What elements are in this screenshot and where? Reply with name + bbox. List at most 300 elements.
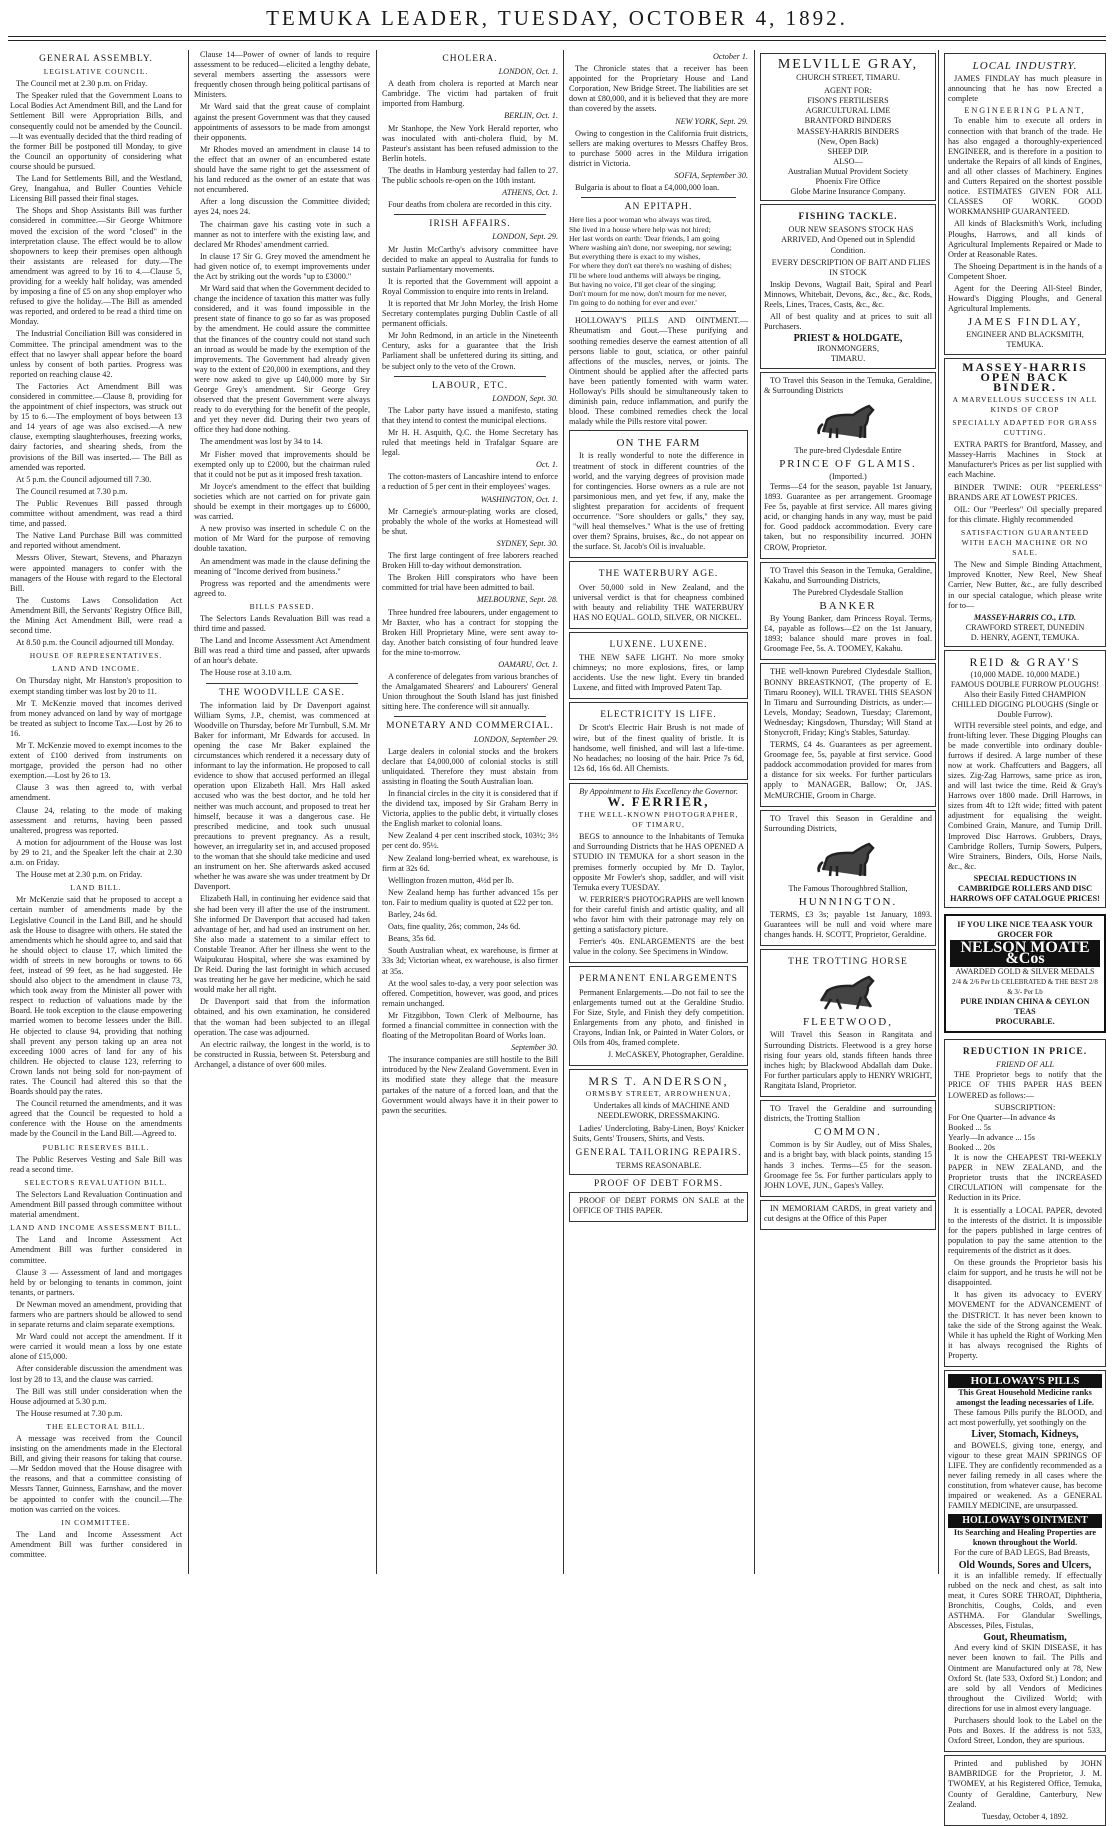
ad-sub: Gout, Rheumatism, — [983, 1632, 1067, 1644]
paragraph: TO Travel the Geraldine and surrounding districts, the Trotting Stallion — [764, 1104, 932, 1124]
paragraph: J. McCASKEY, Photographer, Geraldine. — [607, 1050, 744, 1060]
dateline: Oct. 1. — [535, 460, 558, 470]
masthead-rule-2 — [8, 40, 1106, 41]
poem-line: Her last words on earth: 'Dear friends, I am going — [569, 233, 720, 243]
paragraph: The Public Revenues Bill passed through committee without amendment, was read a third time, and passed. — [10, 498, 182, 529]
column-3 — [382, 50, 558, 1574]
ad-sub: A MARVELLOUS SUCCESS IN ALL KINDS OF CROP — [952, 394, 1098, 414]
agency-item: (New, Open Back) — [817, 136, 879, 146]
paragraph: The Land and Income Assessment Act Amendment Bill was further considered in committee. — [10, 1235, 182, 1265]
ad-title: BANKER — [819, 599, 877, 612]
paragraph: The New and Simple Binding Attachment, Improved Knotter, New Reel, New Sheaf Carrier, New Butter, &c., are fully described in our special catalogue, which please write for to— — [948, 560, 1102, 610]
paragraph: The Industrial Conciliation Bill was considered in Committee. The principal amendment was to the effect that no lawyer shall appear before the board unless by consent of both parties. Progress was reported on reaching clause 42. — [10, 329, 182, 379]
paragraph: TERMS, £4 4s. Guarantees as per agreement. Groomage fee, 5s, payable at first service. Good paddock accommodation provided for mares from a distance for six weeks. For further particulars apply to MANAGER, Ballow; Or, JAS. McMURCHIE, Groom in Charge. — [764, 740, 932, 800]
paragraph: it is an infallible remedy. If effectually rubbed on the neck and chest, as salt into meat, it Cures SORE THROAT, Diphtheria, Bronchitis, Coughs, Colds, and even ASTHMA. For Glandular Swellings, Abscesses, Piles, Fistulas, — [948, 1570, 1102, 1631]
ad-title: LUXENE. LUXENE. — [609, 639, 708, 650]
paragraph: Progress was reported and the amendments were agreed to. — [194, 578, 370, 598]
ad-reid-gray — [944, 650, 1106, 908]
section-heading: LABOUR, ETC. — [431, 380, 509, 391]
poem-line: Where washing ain't done, nor sweeping, nor sewing; — [569, 242, 732, 252]
paragraph: The amendment was lost by 34 to 14. — [200, 437, 323, 447]
paragraph: The Native Land Purchase Bill was committed and reported without amendment. — [10, 531, 182, 551]
paragraph: Ferrier's 40s. ENLARGEMENTS are the best value in the colony. See Specimens in Window. — [573, 937, 744, 957]
paragraph: WITH reversible steel points, and edge, and front-lifting lever. These Digging Ploughs can be made convertible into ordinary double-furrows if desired. A large number of these now at work. Chaffcutters and Baggers, all sizes. Zig-Zag Harrows, same price as iron, and will last twice the time. Reid & Gray's Harrows over 1800 made. Drill Harrows, in sizes from 4ft to 12ft wide; fitted with patent adjustment for equalising the weight. Combined Grain, Manure, and Turnip Drill. Improved Disc Harrows. Grubbers, Drays, Cambridge Rollers, Turnip Sowers, Pulpers, Wire Strainers, Binders, Oils, Horse Nails, &c., &c. — [948, 720, 1102, 871]
paragraph: OIL: Our "Peerless" Oil specially prepared for this climate. Highly recommended — [948, 504, 1102, 524]
ad-title: HOLLOWAY'S OINTMENT — [948, 1514, 1102, 1528]
subscription-row: Booked ... 5s — [948, 1122, 991, 1132]
ad-anderson — [569, 1069, 748, 1175]
paragraph: The Shoeing Department is in the hands of a Competent Shoer. — [948, 261, 1102, 281]
ad-line: TERMS REASONABLE. — [615, 1160, 702, 1170]
paragraph: In clause 17 Sir G. Grey moved the amendment he had given notice of, to exempt improvements under the Act by striking out the words "up to £3000." — [194, 251, 370, 281]
agency-item: SHEEP DIP. — [827, 146, 869, 156]
column-separator — [938, 50, 939, 1574]
dateline: LONDON, Sept. 29. — [492, 232, 558, 242]
paragraph: Ladies' Undercloting, Baby-Linen, Boys' Knicker Suits, Gents' Trousers, Shirts, and Vests. — [573, 1123, 744, 1143]
dateline: October 1. — [712, 52, 748, 61]
ad-title: PERMANENT ENLARGEMENTS — [579, 974, 738, 985]
paragraph: TO Travel this Season in the Temuka, Geraldine, & Surrounding Districts — [764, 375, 932, 395]
paragraph: The Land for Settlements Bill, and the Westland, Grey, Inangahua, and Buller Counties Vehicle Licensing Bill passed their final stages. — [10, 174, 182, 204]
divider — [581, 311, 736, 312]
ad-title: LOCAL INDUSTRY. — [972, 60, 1078, 72]
section-heading: PROOF OF DEBT FORMS. — [593, 1178, 724, 1189]
paragraph: The Shops and Shop Assistants Bill was further considered in committee.—Sir George Whitmore moved the excision of the word "closed" in the interpretation clause. The effect would be to allow shopowners to keep their premises open although their assistants are released for duty.—The amendment was agreed to by 16 to 4.—Clause 5, providing for a weekly half holiday, was amended by imposing a fine of £5 on any shop employer who refused to give the holiday.—The Bill as amended was reported, and ordered to be read a third time on Monday. — [10, 206, 182, 327]
ad-title: COMMON. — [814, 1126, 882, 1139]
paragraph: Mr Justin McCarthy's advisory committee have decided to make an appeal to Australia for funds to sustain Parliamentary movements. — [382, 244, 558, 274]
dateline: WASHINGTON, Oct. 1. — [480, 494, 558, 504]
ad-fleetwood — [760, 949, 936, 1097]
section-heading: MONETARY AND COMMERCIAL. — [386, 721, 554, 732]
column-4 — [569, 50, 748, 1574]
dateline: LONDON, Oct. 1. — [498, 67, 558, 77]
paragraph: A message was received from the Council insisting on the amendments made in the Electoral Bill, and giving their reasons for taking that course.—Mr Seddon moved that the House disagree with the reasons, and that a committee consisting of Messrs Tanner, Guinness, Earnshaw, and the mover be appointed to confer with the council.—The motion was carried on the voices. — [10, 1434, 182, 1514]
paragraph: The chairman gave his casting vote in such a manner as not to interfere with the existing law, and declared Mr Rhodes' amendment carried. — [194, 219, 370, 249]
paragraph: The cotton-masters of Lancashire intend to enforce a reduction of 5 per cent in their employees' wages. — [382, 472, 558, 492]
divider — [206, 683, 358, 684]
paragraph: Mr McKenzie said that he proposed to accept a certain number of amendments made by the Legislative Council in the Land Bill, and he should ask the House to disagree with others. He stated the amendments which he should agree to, and said that he should object to clause 17, which limited the width of streets in new boroughs or towns to 66 feet, instead of 99 feet, as he had suggested. He should also object to the amendment in clause 73, which took away from the Minister all power with respect to reduction of valuations made by the Board. He took exception to the clause empowering married women to become lessees under the Bill. He objected to clause 94, providing that nothing shall prevent any person taking up an area not exceeding 1000 acres of land for any of his children. He objected to clause 123, referring to Crown lands not being sold for non-payment of rates. The Council had altered this so that the Boards should pay the rates. — [10, 895, 182, 1097]
ad-sub: The Famous Thoroughbred Stallion, — [788, 883, 908, 893]
paragraph: The Land and Income Assessment Act Amendment Bill was further considered in committee. — [10, 1529, 182, 1560]
subscription-row: Yearly—In advance ... 15s — [948, 1132, 1035, 1142]
paragraph: Four deaths from cholera are recorded in this city. — [388, 200, 552, 210]
paragraph: It is really wonderful to note the difference in treatment of stock in different countries of the world, and the varying degrees of provision made for contingencies. Horse owners as a rule are not parsimonious men, and yet few, if any, make the slightest preparation for accidents of frequent occurrence. "Sore shoulders or galls," they say, "will heal themselves." What is the use of fretting over them? Sprains, bruises, &c., do not appear on the surface. St. Jacob's Oil is invaluable. — [573, 451, 744, 552]
ad-sub: The pure-bred Clydesdale Entire — [794, 445, 902, 455]
ad-nelson-moate — [944, 914, 1106, 1033]
subheading: LEGISLATIVE COUNCIL. — [43, 67, 149, 77]
paragraph: New Zealand hemp has further advanced 15s per ton. Fair to medium quality is quoted at £22 per ton. — [382, 887, 558, 907]
subheading: LAND AND INCOME. — [52, 664, 140, 674]
paragraph: THE NEW SAFE LIGHT. No more smoky chimneys; no more explosions, fires, or lamp accidents. Use the new light. Every tin branded Luxene, and fitted with Improved Patent Tap. — [573, 652, 744, 693]
ad-local-industry — [944, 53, 1106, 355]
ad-sub: SPECIAL REDUCTIONS IN CAMBRIDGE ROLLERS AND DISC HARROWS OFF CATALOGUE PRICES! — [950, 873, 1100, 904]
dateline: LONDON, Sept. 30. — [492, 393, 558, 403]
paragraph: JAMES FINDLAY has much pleasure in announcing that he has now Erected a complete — [948, 74, 1102, 104]
ad-title: MASSEY-HARRIS OPEN BACK BINDER. — [962, 359, 1088, 394]
paragraph: Terms—£4 for the season, payable 1st January, 1893. Guarantee as per arrangement. Groomage Fee 5s, payable at first service. All mares giving acid, or changing hands in any way, must be paid for. Good paddock accommodation. Every care taken, but no responsibility incurred. JOHN CROW, Proprietor. — [764, 482, 932, 552]
dateline: LONDON, September 29. — [473, 734, 558, 744]
ad-waterbury — [569, 561, 748, 628]
paragraph: Oats, fine quality, 26s; common, 24s 6d. — [388, 922, 521, 932]
dateline: BERLIN, Oct. 1. — [504, 111, 558, 121]
subheading: HOUSE OF REPRESENTATIVES. — [29, 651, 163, 661]
ad-sub: PURE INDIAN CHINA & CEYLON TEAS — [960, 996, 1090, 1016]
paragraph: It has given its advocacy to EVERY MOVEMENT for the ADVANCEMENT of the DISTRICT. It has never been known to take the side of the Strong against the Weak. While it has upheld the Right of Working Men it has always recognised the Rights of Property. — [948, 1290, 1102, 1360]
subheading: LAND BILL. — [70, 883, 122, 893]
paragraph: All kinds of Blacksmith's Work, including Ploughs, Harrows, and all kinds of Agricultural Implements Repaired or Made to Order at Reasonable Rates. — [948, 219, 1102, 259]
paragraph: New Zealand 4 per cent inscribed stock, 103½; 3½ per cent do. 95½. — [382, 831, 558, 851]
paragraph: An electric railway, the longest in the world, is to be constructed in Russia, between St. Petersburg and Archangel, a distance of over 600 miles. — [194, 1039, 370, 1069]
paragraph: At 8.50 p.m. the Council adjourned till Monday. — [16, 638, 174, 648]
ad-sub: Liver, Stomach, Kidneys, — [971, 1429, 1079, 1441]
subheading: PUBLIC RESERVES BILL. — [42, 1142, 150, 1152]
column-separator — [188, 50, 189, 1574]
ad-sub: PROCURABLE. — [995, 1017, 1055, 1027]
ad-title: THE WATERBURY AGE. — [598, 569, 719, 580]
paragraph: For the cure of BAD LEGS, Bad Breasts, — [954, 1548, 1090, 1558]
trotting-horse-illustration — [813, 971, 883, 1013]
ad-title: PRINCE OF GLAMIS. — [779, 457, 917, 470]
paragraph: And every kind of SKIN DISEASE, it has never been known to fail. The Pills and Ointment are Manufactured only at 78, New Oxford St. (late 533, Oxford St.) London; and are sold by all Vendors of Medicines throughout the Civilized World; with directions for use in almost every language. — [948, 1643, 1102, 1713]
poem-line: But having no voice, I'll get clear of the singing; — [569, 279, 716, 289]
ad-title: PRIEST & HOLDGATE, — [793, 333, 903, 345]
agency-item: BRANTFORD BINDERS — [804, 116, 892, 126]
ad-hunnington — [760, 810, 936, 947]
ad-fishing — [760, 204, 936, 368]
paragraph: The Land and Income Assessment Act Amendment Bill was read a third time and passed, after upwards of an hour's debate. — [194, 636, 370, 666]
ad-reduction — [944, 1039, 1106, 1367]
paragraph: The insurance companies are still hostile to the Bill introduced by the New Zealand Government. Even in its modified state they allege that the measure partakes of the nature of a forced loan, and that the Government would always have it in their power to pawn the securities. — [382, 1055, 558, 1115]
dateline: ATHENS, Oct. 1. — [502, 188, 558, 198]
poem-line: I'm going to do nothing for ever and ever.' — [569, 298, 697, 308]
paragraph: Over 50,000 sold in New Zealand, and the universal verdict is that for cheapness combined with beauty and reliability THE WATERBURY HAS NO EQUAL. GOLD, SILVER, OR NICKEL. — [573, 582, 744, 622]
subheading: THE ELECTORAL BILL. — [46, 1421, 146, 1431]
divider — [581, 197, 736, 198]
ad-title: REID & GRAY'S — [969, 654, 1081, 669]
paragraph: Wellington frozen mutton, 4½d per lb. — [388, 875, 514, 885]
section-heading: AN EPITAPH. — [624, 202, 693, 213]
agency-item: AGRICULTURAL LIME — [805, 106, 891, 116]
ad-line: GENERAL TAILORING REPAIRS. — [575, 1147, 742, 1158]
paragraph: An amendment was made in the clause defining the meaning of "Income derived from business." — [194, 556, 370, 576]
poem-line: Here lies a poor woman who always was tired, — [569, 215, 711, 225]
ad-enlargements — [569, 966, 748, 1066]
paragraph: A conference of delegates from various branches of the Amalgamated Shearers' and Labourers' General Union throughout the South Island has just finished sitting here. The conference will sit annually. — [382, 672, 558, 712]
paragraph: Three hundred free labourers, under engagement to Mr Baxter, who has a contract for stopping the Broken Hill Proprietary Mine, were sent away to-day. Another batch consisting of four hundred leave for the mine to-morrow. — [382, 607, 558, 657]
paragraph: THE well-known Purebred Clydesdale Stallion, BONNY BREASTKNOT, (The property of E. Timaru Rooney), WILL TRAVEL THIS SEASON In Timaru and Surrounding Districts, as under:— Levels, Monday; Seadown, Tuesday; Claremont, Wednesday; Kingsdown, Thursday; Will Stand at Stonycroft, Friday; King's Stables, Saturday. — [764, 667, 932, 737]
ad-sub: ENGINEER AND BLACKSMITH, TEMUKA. — [966, 330, 1084, 350]
ad-prince-of-glamis — [760, 372, 936, 559]
subheading: SELECTORS REVALUATION BILL. — [24, 1177, 168, 1187]
ad-sub: Its Searching and Healing Properties are known throughout the World. — [953, 1528, 1097, 1548]
paragraph: Clause 3 was then agreed to, with verbal amendment. — [10, 783, 182, 803]
agency-item: Globe Marine Insurance Company. — [790, 187, 906, 197]
paragraph: Clause 3 — Assessment of land and mortgages held by or belonging to tenants in common, joint tenants, or partners. — [10, 1267, 182, 1297]
paragraph: Mr Fisher moved that improvements should be exempted only up to £2000, but the chairman ruled that it could not be put as it imposed fresh taxation. — [194, 449, 370, 479]
ad-luxene — [569, 632, 748, 699]
masthead-rule — [8, 36, 1106, 37]
paragraph: Mr Carnegie's armour-plating works are closed, probably the whole of the works at Homestead will be shut. — [382, 506, 558, 536]
ad-title: FISHING TACKLE. — [798, 212, 898, 223]
paragraph: In financial circles in the city it is considered that if the dividend tax, imposed by Sir Graham Berry in Victoria, applies to the public debt, it virtually closes the English market to colonial loans. — [382, 789, 558, 829]
paragraph: Will Travel this Season in Rangitata and Surrounding Districts. Fleetwood is a grey horse rising four years old, stands fifteen hands three inches high; by Blackwood Abdallah dam Duke. For further particulars apply to HENRY WRIGHT, Rangitata Island, Proprietor. — [764, 1030, 932, 1090]
ad-sub: CRAWFORD STREET, DUNEDIN — [965, 622, 1085, 632]
paragraph: The Selectors Land Revaluation Continuation and Amendment Bill passed through committee without material amendment. — [10, 1189, 182, 1220]
ad-title: HUNNINGTON. — [798, 895, 898, 908]
paragraph: Mr Ward said that the great cause of complaint against the present Government was that they caused appointments of assessors to be made from amongst their opponents. — [194, 102, 370, 142]
ad-title: MASSEY-HARRIS CO., LTD. — [973, 612, 1077, 622]
horse-illustration — [813, 400, 883, 442]
paragraph: Purchasers should look to the Label on the Pots and Boxes. If the address is not 533, Oxford Street, London, they are spurious. — [948, 1715, 1102, 1746]
paragraph: The Selectors Lands Revaluation Bill was read a third time and passed. — [194, 613, 370, 634]
ad-title: THE TROTTING HORSE — [788, 957, 908, 968]
ad-holloway — [944, 1370, 1106, 1752]
paragraph: Permanent Enlargements.—Do not fail to see the enlargements turned out at the Geraldine Studio. For Size, Style, and Finish they defy competition. Enlargements from any photo, and finished in Crayons, Indian Ink, or Painted in Water Colors, or Oils from 40s, framed complete. — [573, 987, 744, 1047]
paragraph: Elizabeth Hall, in continuing her evidence said that she had been very ill after the use of the instrument. She informed Dr Davenport that accused had taken advantage of her, and had used an instrument on her. She also made a statement to a similar effect to Constable Treanor. After her illness she went to the Waipukurau Hospital, where she was examined by Dr Reid. During the last fortnight in which accused was treating her he gave her medicine, which he said would make her all right. — [194, 894, 370, 995]
paragraph: Clause 14—Power of owner of lands to require assessment to be reduced—elicited a lengthy debate, several members asserting the assessors were frequently chosen through being political partisans of Ministers. — [194, 50, 370, 100]
paragraph: After considerable discussion the amendment was lost by 28 to 13, and the clause was carried. — [10, 1364, 182, 1384]
paragraph: Clause 24, relating to the mode of making assessment and returns, having been passed unaltered, progress was reported. — [10, 805, 182, 835]
ad-electricity — [569, 702, 748, 780]
ad-line: ALSO— — [833, 156, 863, 166]
paragraph: THE Proprietor begs to notify that the PRICE OF THIS PAPER HAS BEEN LOWERED as follows:— — [948, 1070, 1102, 1100]
section-heading: THE WOODVILLE CASE. — [219, 687, 345, 698]
ad-bonny-breastknot — [760, 663, 936, 806]
ad-title: HOLLOWAY'S PILLS — [948, 1374, 1102, 1388]
paragraph: The Public Reserves Vesting and Sale Bill was read a second time. — [10, 1154, 182, 1174]
ad-sub: SATISFACTION GUARANTEED WITH EACH MACHINE OR NO SALE. — [960, 527, 1090, 558]
divider — [394, 214, 546, 215]
ad-sub: 2/4 & 2/6 Per Lb CELEBRATED & THE BEST 2/8 & 3/- Per Lb — [952, 977, 1098, 996]
column-separator — [754, 50, 755, 1574]
column-6 — [944, 50, 1106, 1821]
paragraph: It is reported that the Government will appoint a Royal Commission to enquire into rents in Ireland. — [382, 276, 558, 296]
paragraph: A motion for adjournment of the House was lost by 29 to 21, and the Speaker left the chair at 2.30 a.m. on Friday. — [10, 837, 182, 868]
paragraph: It is now the CHEAPEST TRI-WEEKLY PAPER in NEW ZEALAND, and the Proprietor trusts that the INCREASED CIRCULATION will compensate for the Reduction in its Price. — [948, 1153, 1102, 1203]
agency-item: Australian Mutual Provident Society — [787, 166, 909, 176]
agency-item: MASSEY-HARRIS BINDERS — [796, 126, 900, 136]
dateline: SYDNEY, Sept. 30. — [496, 538, 558, 548]
ad-title: REDUCTION IN PRICE. — [962, 1047, 1088, 1058]
paragraph: At the wool sales to-day, a very poor selection was offered. Competition, however, was good, and prices remain unchanged. — [382, 978, 558, 1008]
section-heading: GENERAL ASSEMBLY. — [39, 54, 153, 64]
paragraph: HOLLOWAY'S PILLS AND OINTMENT.—Rheumatism and Gout.—These purifying and soothing remedies deserve the earnest attention of all persons liable to gout, sciatica, or other painful affections of the muscles, nerves, or joints. The Ointment should be applied after the affected parts have been patiently fomented with warm water. Holloway's Pills should be simultaneously taken to diminish pain, reduce inflammation, and purify the blood. These combined remedies check the local malady while the Pills restore vital power. — [569, 316, 748, 427]
poem-line: For where they don't eat there's no washing of dishes; — [569, 261, 732, 271]
paragraph: TO Travel this Season in Geraldine and Surrounding Districts, — [764, 813, 932, 833]
ad-sub: The Purebred Clydesdale Stallion — [792, 587, 904, 597]
ad-sub: TIMARU. — [830, 354, 866, 364]
paragraph: Mr Fitzgibbon, Town Clerk of Melbourne, has formed a financial committee in connection with the floating of the Metropolitan Board of Works loan. — [382, 1010, 558, 1041]
subscription-row: For One Quarter—In advance 4s — [948, 1112, 1056, 1122]
ad-sub: Old Wounds, Sores and Ulcers, — [958, 1559, 1092, 1571]
paragraph: W. FERRIER'S PHOTOGRAPHS are well known for their careful finish and artistic quality, and all who favor him with their patronage may rely on getting a satisfactory picture. — [573, 894, 744, 935]
paragraph: It is essentially a LOCAL PAPER, devoted to the interests of the district. It is impossible for the papers published in large centres of population to pay the same attention to the requirements of the district as it does. — [948, 1205, 1102, 1255]
paragraph: At 5 p.m. the Council adjourned till 7.30. — [16, 474, 152, 484]
paragraph: Inskip Devons, Wagtail Bait, Spiral and Pearl Minnows, Whitebait, Devons, &c., &c., &c. Rods, Reels, Lines, Traces, Casts, &c., &c. — [764, 279, 932, 309]
section-heading: IRISH AFFAIRS. — [429, 219, 511, 230]
paragraph: Common is by Sir Audley, out of Miss Shales, and is a bright bay, with black points, standing 15 hands 3 inches. Terms—£5 for the season. Groomage fee 5s. For further particulars apply to JOHN LOVE, JUN., Gapes's Valley. — [764, 1140, 932, 1190]
paragraph: The deaths in Hamburg yesterday had fallen to 27. The public schools re-open on the 10th instant. — [382, 165, 558, 186]
ad-melville — [760, 53, 936, 201]
paragraph: Undertakes all kinds of MACHINE AND NEEDLEWORK, DRESSMAKING. — [593, 1101, 730, 1121]
paragraph: After a long discussion the Committee divided; ayes 24, noes 24. — [194, 197, 370, 217]
paragraph: The Council met at 2.30 p.m. on Friday. — [16, 79, 148, 89]
paragraph: The Speaker ruled that the Government Loans to Local Bodies Act Amendment Bill, and the Land for Settlement Bill were Appropriation Bills, and consequently could not be amended by the Council.—It was eventually decided that the third reading of the former Bill be postponed till Monday, to give the Council an opportunity of considering what course should be pursued. — [10, 91, 182, 171]
ad-line: By Appointment to His Excellency the Governor. — [579, 786, 738, 796]
paragraph: Agent for the Deering All-Steel Binder, Howard's Digging Ploughs, and General Agricultural Implements. — [948, 283, 1102, 314]
horse-illustration — [813, 838, 883, 880]
paragraph: The Factories Act Amendment Bill was considered in committee.—Clause 8, providing for the appointment of chief inspectors, was struck out by 15 to 6.—The employment of boys between 13 and 14 years of age was also excised.—A new clause, exempting slaughterhouses, freezing works, dairy factories, and shearing sheds, from the provisions of the Bill was inserted.— The Bill as amended was reported. — [10, 381, 182, 472]
ad-sub: This Great Household Medicine ranks amongst the leading necessaries of Life. — [956, 1388, 1094, 1408]
ad-line: AGENT FOR: — [824, 86, 872, 96]
paragraph: Mr H. H. Asquith, Q.C. the Home Secretary has ruled that meetings held in Trafalgar Square are legal. — [382, 428, 558, 458]
paragraph: Mr John Redmond, in an article in the Nineteenth Century, asks for a guarantee that the Irish Parliament shall be unfettered during its sitting, and be subject only to the veto of the Crown. — [382, 331, 558, 371]
paragraph: PROOF OF DEBT FORMS ON SALE at the OFFICE OF THIS PAPER. — [573, 1196, 744, 1216]
dateline: September 30. — [511, 1043, 558, 1053]
paragraph: A death from cholera is reported at March near Cambridge. The victim had partaken of fruit imported from Hamburg. — [382, 79, 558, 109]
column-2 — [194, 50, 370, 1574]
paragraph: Owing to congestion in the California fruit districts, sellers are making overtures to Messrs Chaffey Bros. to purchase 5000 acres in the Mildura irrigation district in Victoria. — [569, 128, 748, 168]
ad-title: W. FERRIER, — [607, 794, 710, 809]
paragraph: Mr Ward could not accept the amendment. If it were carried it would mean a loss by one estate alone of £15,000. — [10, 1332, 182, 1362]
ad-ferrier — [569, 783, 748, 964]
dateline: OAMARU, Oct. 1. — [498, 659, 558, 669]
ad-sub: Also their Easily Fitted CHAMPION CHILLED DIGGING PLOUGHS (Single or Double Furrow). — [951, 690, 1099, 720]
divider — [394, 376, 546, 377]
paragraph: The House resumed at 7.30 p.m. — [16, 1408, 123, 1418]
column-separator — [563, 50, 564, 1574]
paragraph: Barley, 24s 6d. — [388, 910, 438, 920]
ad-massey-harris — [944, 358, 1106, 647]
paragraph: On Thursday night, Mr Hanston's proposition to exempt standing timber was lost by 20 to 11. — [10, 676, 182, 696]
paragraph: The Council returned the amendments, and it was agreed that the Council be requested to hold a conference with the House on the amendments made by the Council in the Land Bill.—Agreed to. — [10, 1099, 182, 1139]
ad-banker — [760, 562, 936, 661]
dateline: NEW YORK, Sept. 29. — [675, 116, 748, 126]
ad-sub: ENGINEERING PLANT, — [964, 106, 1086, 116]
poem-line: I'll be where loud anthems will always be ringing, — [569, 270, 721, 280]
ad-title: NELSON MOATE &Cos — [950, 940, 1100, 966]
ad-sub: SUBSCRIPTION: — [994, 1102, 1056, 1112]
paragraph: The information laid by Dr Davenport against William Syms, J.P., chemist, was commenced at Woodville on Thursday, before Mr Turnbull, S.M. Mr Baker for informant, Mr Edwards for accused. In opening the case Mr Baker explained the circumstances which rendered it a necessary duty of informant to lay the information. He proposed to call evidence to show that accused performed an illegal operation upon Elizabeth Hall. Mrs Hall asked accused who was the best doctor, and he told her neither was much account, and proposed to treat her himself, because it was a dangerous case. He prescribed medicine, and took such unusual precautions to prevent pregnancy. As a result, however, an irregularity set in, and accused proposed to the woman that she should take medicine and used an instrument on her. She afterwards asked accused whether he was aware she was under treatment by Dr Davenport. — [194, 700, 370, 892]
paragraph: Mr Ward said that when the Government decided to change the incidence of taxation this matter was fully considered, and it was found impossible in the present state of finance to go so far as was proposed by the amendment. He could assure the committee that the finances of the country could not stand such an inroad as would be made by the exemption of the improvements. The Government had already given way to the extent of £20,000 in exemptions, and they were now asked to give up £40,000 more by Sir George Grey's amendment. Sir George Grey observed that the present Government were always ready to do everything for the benefit of the people, and yet they never did. During their two years of office they had done nothing. — [194, 284, 370, 435]
paragraph: Dr Davenport said that from the information obtained, and his own examination, he considered that the woman had been subjected to an illegal operation. The case was adjourned. — [194, 997, 370, 1037]
paragraph: The Council resumed at 7.30 p.m. — [16, 486, 128, 496]
paragraph: Dr Scott's Electric Hair Brush is not made of wire, but of the finest quality of bristle. It is handsome, well finished, and will last a life-time. No headaches; no loosing of the hair. Price 7s 6d, 12s 6d, 16s 6d. All Chemists. — [573, 723, 744, 773]
paragraph: The House rose at 3.10 a.m. — [200, 668, 292, 678]
paragraph: Printed and published by JOHN BAMBRIDGE for the Proprietor, J. M. TWOMEY, at his Registered Office, Temuka, County of Geraldine, Canterbury, New Zealand. — [948, 1759, 1102, 1809]
paragraph: Beans, 35s 6d. — [388, 934, 436, 944]
paragraph: The Customs Laws Consolidation Act Amendment Bill, the Servants' Registry Office Bill, the Mining Act Amendment Bill, were read a second time. — [10, 595, 182, 636]
agency-item: FISON'S FERTILISERS — [807, 96, 889, 106]
subheading: BILLS PASSED. — [249, 601, 315, 611]
paragraph: IN MEMORIAM CARDS, in great variety and cut designs at the Office of this Paper — [764, 1203, 932, 1223]
ad-line: IF YOU LIKE NICE TEA ASK YOUR GROCER FOR — [957, 920, 1093, 940]
paragraph: Mr T. McKenzie moved to exempt incomes to the extent of £100 derived from instruments on mortgage, provided the person had no other exemption.—Lost by 26 to 13. — [10, 741, 182, 781]
paragraph: These famous Pills purify the BLOOD, and act most powerfully, yet soothingly on the — [948, 1408, 1102, 1428]
paragraph: Mr T. McKenzie moved that incomes derived from money advanced on land by way of mortgage be treated as subject to Income Tax.—Lost by 26 to 16. — [10, 698, 182, 738]
imprint — [944, 1755, 1106, 1826]
paragraph: Mr Rhodes moved an amendment in clause 14 to the effect that an owner of an encumbered estate should have the same right to get the assessment of his land reduced as the owner of an estate that was not encumbered. — [194, 144, 370, 195]
ad-title: ELECTRICITY IS LIFE. — [600, 710, 717, 721]
ad-title: MELVILLE GRAY, — [777, 57, 919, 72]
paragraph: The Labor party have issued a manifesto, stating that they intend to contest the municipal elections. — [382, 405, 558, 425]
paragraph: Mr Joyce's amendment to the effect that building societies which are not carried on for private gain should be exempt in their mortgages up to £6000, was carried. — [194, 481, 370, 522]
badge: FRIEND OF ALL — [995, 1060, 1055, 1070]
paragraph: and BOWELS, giving tone, energy, and vigour to these great MAIN SPRINGS OF LIFE. They are confidently recommended as a never failing remedy in all cases where the constitution, from whatever cause, has become impaired or weakened. As a GENERAL FAMILY MEDICINE, are unsurpassed. — [948, 1440, 1102, 1511]
poem-line: But everything there is exact to my wishes, — [569, 252, 701, 262]
paragraph: OUR NEW SEASON'S STOCK HAS ARRIVED, And Opened out in Splendid Condition. — [781, 225, 915, 255]
ad-sub: AWARDED GOLD & SILVER MEDALS — [955, 966, 1095, 976]
ad-proof — [569, 1192, 748, 1222]
ad-memoriam — [760, 1200, 936, 1230]
paragraph: The House met at 2.30 p.m. on Friday. — [16, 870, 143, 880]
ad-sub: (10,000 MADE. 10,000 MADE.) — [970, 670, 1080, 680]
paragraph: To enable him to execute all orders in connection with that branch of the trade. He has also engaged a thoroughly-experienced ENGINEER, and is therefore in a position to undertake the Repairs of all kinds of Engines, and all other classes of Machinery. Engines and Cutters Repaired on the shortest possible notice. ESTIMATES GIVEN FOR ALL CLASSES OF WORK. GOOD WORKMANSHIP GUARANTEED. — [948, 116, 1102, 217]
ad-farm — [569, 430, 748, 558]
subheading: LAND AND INCOME ASSESSMENT BILL. — [10, 1223, 182, 1233]
paragraph: The Bill was still under consideration when the House adjourned at 5.30 p.m. — [10, 1386, 182, 1406]
ad-title: FLEETWOOD, — [803, 1016, 893, 1029]
paragraph: It is reported that Mr John Morley, the Irish Home Secretary contemplates purging Dublin Castle of all permanent officials. — [382, 298, 558, 329]
ad-sub: THE WELL-KNOWN PHOTOGRAPHER, OF TIMARU, — [578, 810, 739, 830]
paragraph: EVERY DESCRIPTION OF BAIT AND FLIES IN STOCK — [771, 257, 931, 277]
ad-sub: D. HENRY, AGENT, TEMUKA. — [970, 632, 1080, 642]
agency-item: Phoenix Fire Office — [815, 177, 881, 187]
paragraph: BEGS to announce to the Inhabitants of Temuka and Surrounding Districts that he HAS OPENED A STUDIO IN TEMUKA for a short season in the premises formerly occupied by Mr D. Taylor, opposite Mr Fowler's shop, saddler, and will visit Temuka every TUESDAY. — [573, 832, 744, 892]
imprint-date: Tuesday, October 4, 1892. — [981, 1811, 1069, 1821]
paragraph: BINDER TWINE: OUR "PEERLESS" BRANDS ARE AT LOWEST PRICES. — [948, 482, 1102, 502]
poem-line: She lived in a house where help was not hired; — [569, 224, 711, 234]
paragraph: The first large contingent of free laborers reached Broken Hill to-day without demonstration. — [382, 551, 558, 571]
subscription-row: Booked ... 20s — [948, 1143, 996, 1152]
ad-sub: IRONMONGERS, — [816, 344, 880, 354]
section-heading: CHOLERA. — [442, 54, 498, 64]
paragraph: New Zealand long-berried wheat, ex warehouse, is firm at 32s 6d. — [382, 853, 558, 873]
paragraph: On these grounds the Proprietor basis his claim for support, and he trusts he will not be disappointed. — [948, 1258, 1102, 1288]
ad-sub: SPECIALLY ADAPTED FOR GRASS CUTTING. — [952, 418, 1098, 438]
ad-sub: ORMSBY STREET, ARROWHENUA, — [585, 1089, 732, 1099]
ad-common — [760, 1100, 936, 1197]
paragraph: TO Travel this Season in the Temuka, Geraldine, Kakahu, and Surrounding Districts, — [764, 565, 932, 585]
paragraph: A new proviso was inserted in schedule C on the motion of Mr Ward for the purpose of removing double taxation. — [194, 524, 370, 554]
dateline: SOFIA, September 30. — [674, 171, 748, 181]
paragraph: Large dealers in colonial stocks and the brokers declare that £4,000,000 of colonial stocks is still unliquidated. Therefore they must abstain from assisting in floating the South Australian loan. — [382, 746, 558, 786]
paragraph: South Australian wheat, ex warehouse, is firmer at 33s 3d; Victorian wheat, ex warehouse, is also firmer at 35s. — [382, 946, 558, 976]
paragraph: Bulgaria is about to float a £4,000,000 loan. — [575, 183, 720, 193]
ad-sub: FAMOUS DOUBLE FURROW PLOUGHS! — [950, 680, 1100, 690]
paragraph: EXTRA PARTS for Brantford, Massey, and Massey-Harris Machines in Stock at Manufacturer's Prices as per list supplied with each Machine. — [948, 440, 1102, 480]
ad-title: ON THE FARM — [616, 437, 701, 450]
paragraph: All of best quality and at prices to suit all Purchasers. — [764, 312, 932, 332]
ad-title: MRS T. ANDERSON, — [588, 1074, 729, 1089]
paragraph: Dr Newman moved an amendment, providing that farmers who are partners should be allowed to send in separate returns and claim separate exemptions. — [10, 1299, 182, 1330]
ad-sub: (Imported.) — [829, 471, 867, 481]
paragraph: By Young Banker, dam Princess Royal. Terms, £4, payable as follows—£2 on the 1st January, 1893; balance should mare proves in foal. Groomage Fee, 5s. A. TOOMEY, Kakahu. — [764, 614, 932, 654]
ad-sub: CHURCH STREET, TIMARU. — [796, 73, 900, 83]
poem-line: Don't mourn for me now, don't mourn for me never, — [569, 288, 727, 298]
column-1 — [10, 50, 182, 1574]
paragraph: Mr Stanhope, the New York Herald reporter, who was inoculated with anti-cholera fluid, by M. Pasteur's assistant has been refused admission to the Berlin hotels. — [382, 123, 558, 163]
ad-title: JAMES FINDLAY, — [967, 316, 1083, 329]
column-separator — [376, 50, 377, 1574]
paragraph: TERMS, £3 3s; payable 1st January, 1893. Guarantees will be null and void where mare changes hands. H. SCOTT, Proprietor, Geraldine. — [764, 910, 932, 940]
paragraph: Messrs Oliver, Stewart, Stevens, and Pharazyn were appointed managers to confer with the managers of the House with regard to the Electoral Bill. — [10, 553, 182, 593]
column-5 — [760, 50, 936, 1574]
paragraph: The Chronicle states that a receiver has been appointed for the Proprietary House and Land Corporation, New Bridge Street. The liabilities are set down at £80,000, and it is believed that they are more than covered by the assets. — [569, 64, 748, 114]
masthead: TEMUKA LEADER, TUESDAY, OCTOBER 4, 1892. — [266, 6, 848, 30]
dateline: MELBOURNE, Sept. 28. — [476, 595, 558, 605]
paragraph: The Broken Hill conspirators who have been committed for trial have been admitted to bail. — [382, 573, 558, 593]
